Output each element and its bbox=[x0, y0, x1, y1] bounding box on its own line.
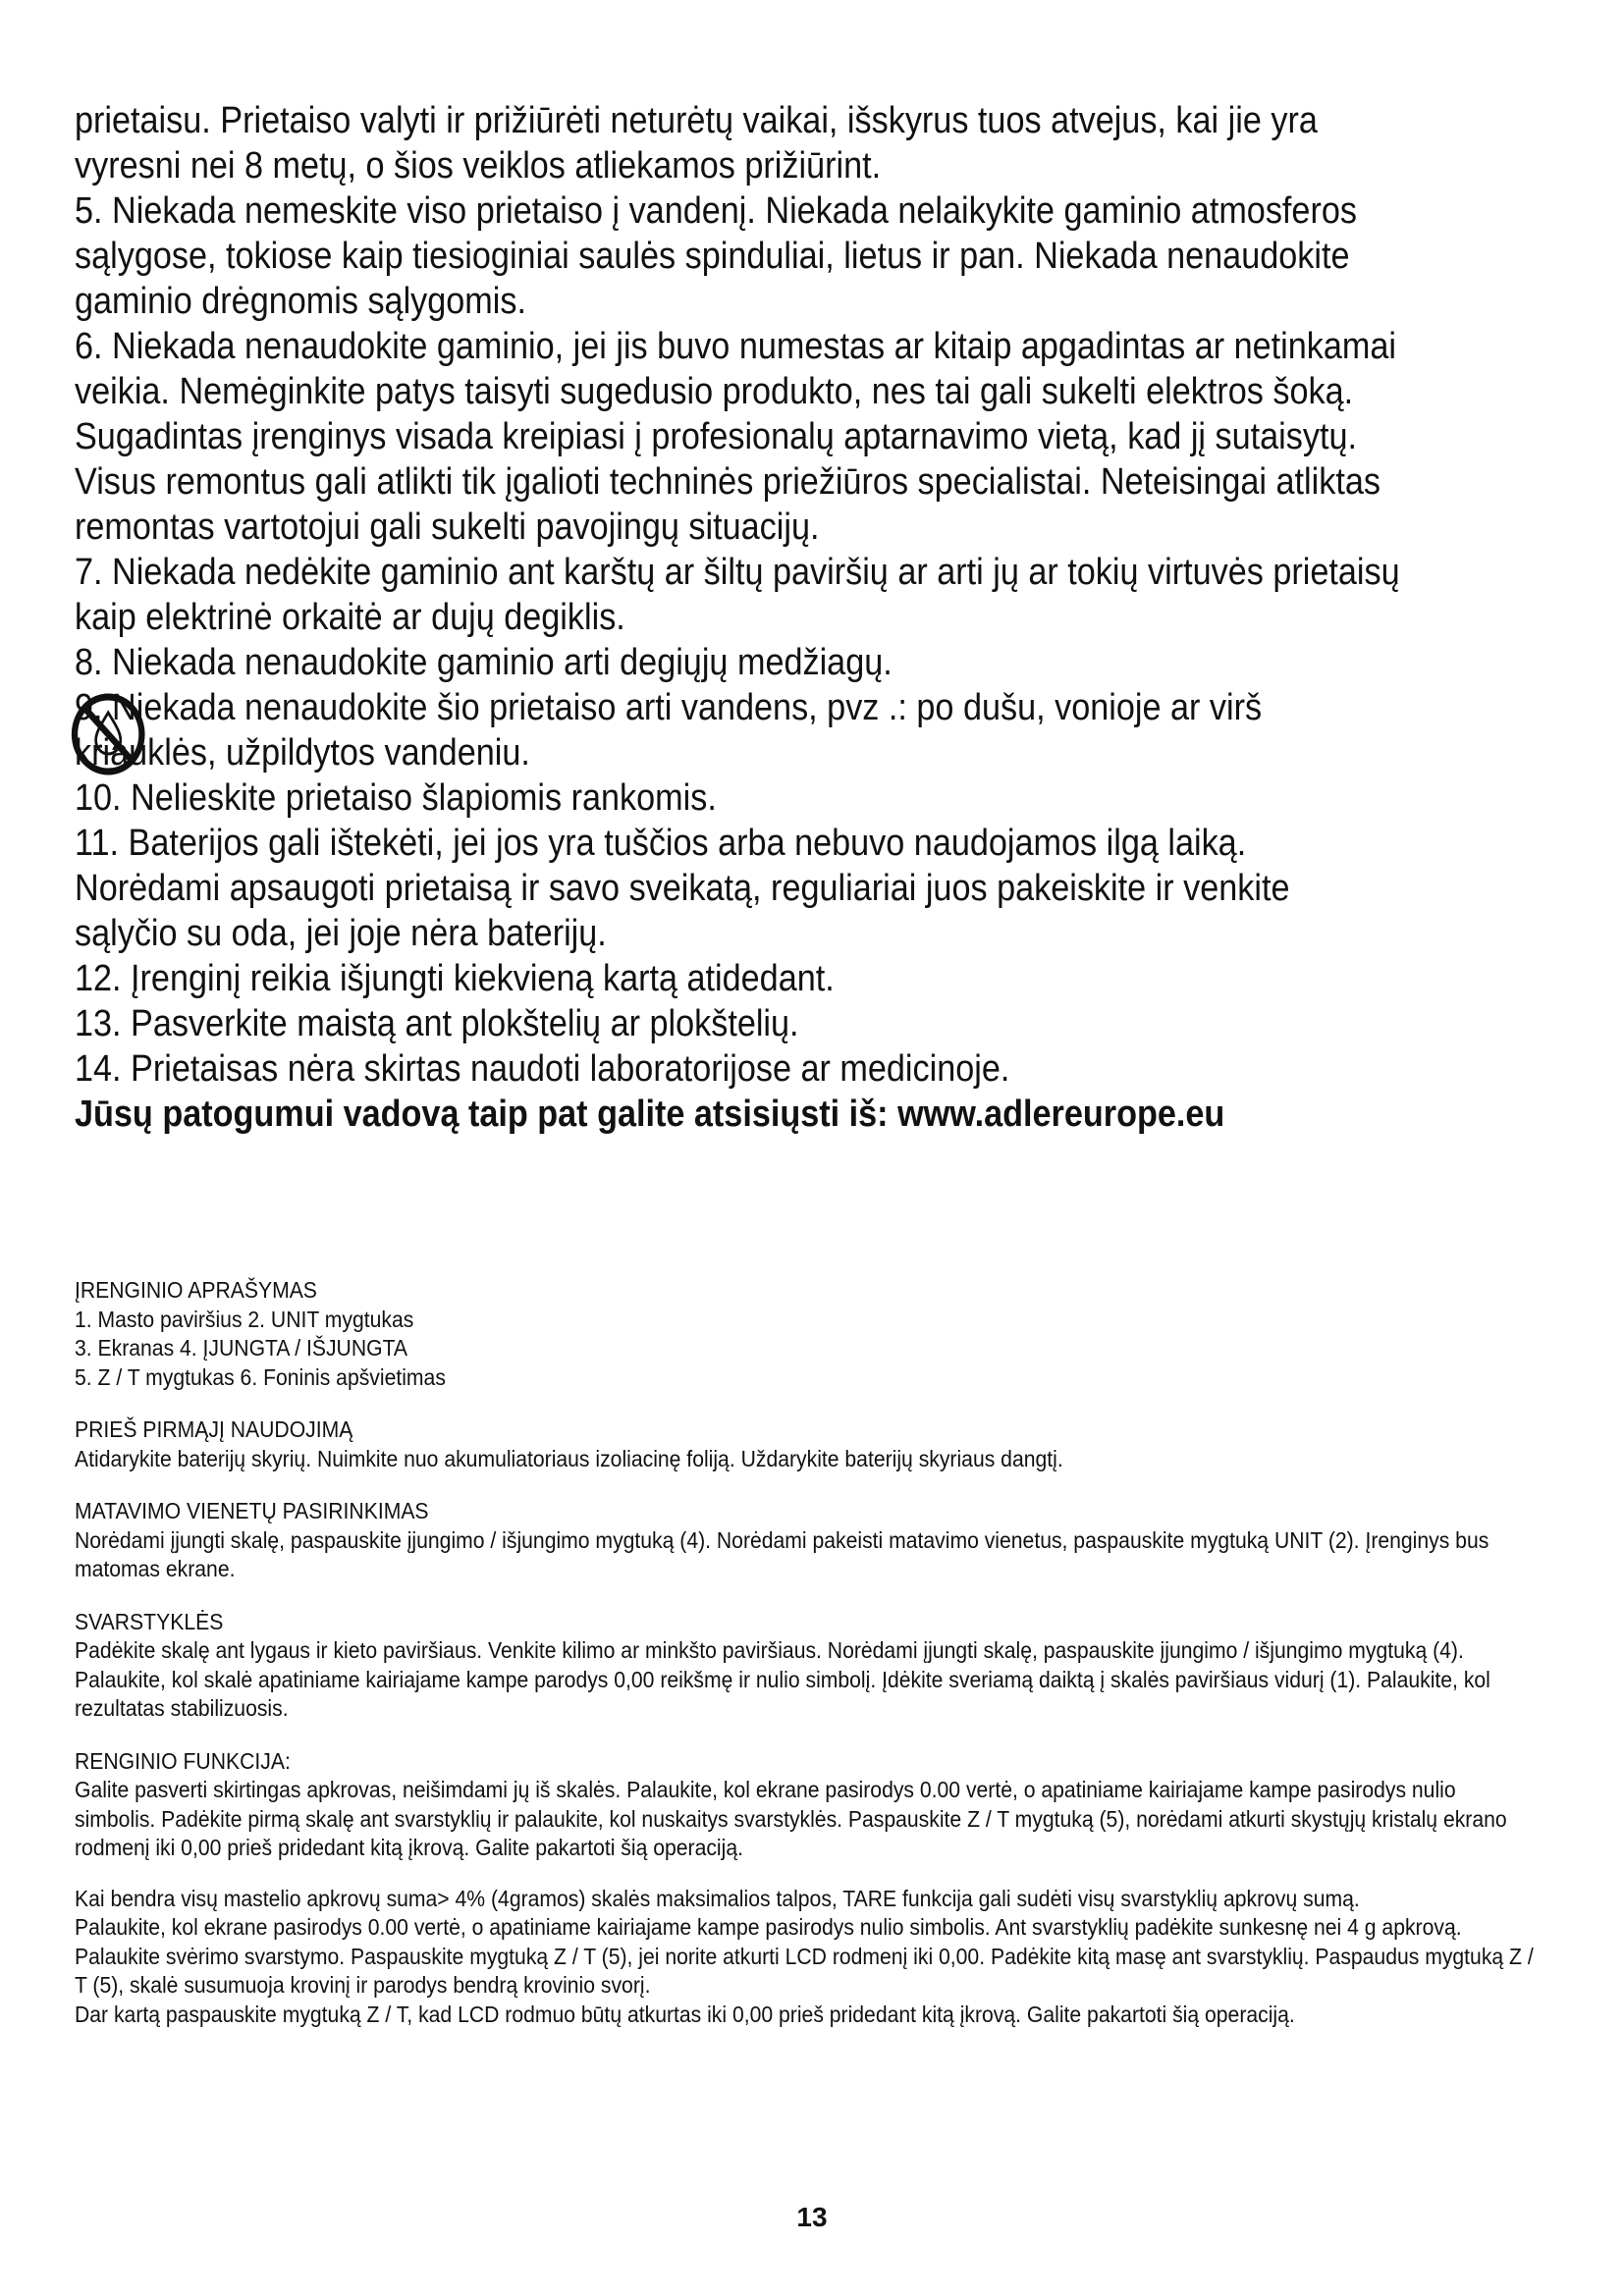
device-function-section bbox=[75, 1747, 1538, 2030]
unit-selection-section bbox=[75, 1497, 1538, 1584]
tare-paragraph: Dar kartą paspauskite mygtuką Z / T, kad LCD rodmuo būtų atkurtas iki 0,00 prieš pridedant kitą įkrovą. Galite pakartoti šią operaciją. bbox=[75, 2001, 1295, 2027]
section-title: SVARSTYKLĖS bbox=[75, 1608, 224, 1634]
section-title: PRIEŠ PIRMĄJĮ NAUDOJIMĄ bbox=[75, 1416, 353, 1442]
instruction-11: 11. Baterijos gali ištekėti, jei jos yra tuščios arba nebuvo naudojamos ilgą laiką. Norėdami apsaugoti prietaisą ir savo sveikatą, reguliariai juos pakeiskite ir venkite sąlyčio su oda, jei joje nėra baterijų. bbox=[75, 823, 1290, 954]
section-title: MATAVIMO VIENETŲ PASIRINKIMAS bbox=[75, 1498, 429, 1523]
section-title: ĮRENGINIO APRAŠYMAS bbox=[75, 1277, 317, 1303]
tare-paragraph: Kai bendra visų mastelio apkrovų suma> 4% (4gramos) skalės maksimalios talpos, TARE funkcija gali sudėti visų svarstyklių apkrovų sumą. bbox=[75, 1885, 1360, 1911]
section-text: Padėkite skalę ant lygaus ir kieto paviršiaus. Venkite kilimo ar minkšto paviršiaus. Norėdami įjungti skalę, paspauskite įjungimo / išjungimo mygtuką (4). Palaukite, kol skalė apatiniame kairiajame kampe parodys 0,00 reikšmę ir nulio simbolį. Įdėkite sveriamą daiktą į skalės paviršiaus vidurį (1). Palaukite, kol rezultatas stabilizuosis. bbox=[75, 1637, 1490, 1721]
section-text: Norėdami įjungti skalę, paspauskite įjungimo / išjungimo mygtuką (4). Norėdami pakeisti matavimo vienetus, paspauskite mygtuką UNIT (2). Įrenginys bus matomas ekrane. bbox=[75, 1526, 1489, 1581]
instruction-14: 14. Prietaisas nėra skirtas naudoti laboratorijose ar medicinoje. bbox=[75, 1048, 1010, 1090]
water-warning-block bbox=[75, 685, 1400, 821]
instruction-5: 5. Niekada nemeskite viso prietaiso į vandenį. Niekada nelaikykite gaminio atmosferos sąlygose, tokiose kaip tiesioginiai saulės spinduliai, lietus ir pan. Niekada nenaudokite gaminio drėgnomis sąlygomis. bbox=[75, 190, 1357, 322]
scales-section bbox=[75, 1608, 1538, 1724]
safety-instructions bbox=[75, 98, 1400, 1137]
no-water-warning-icon bbox=[70, 691, 147, 777]
download-note: Jūsų patogumui vadovą taip pat galite atsisiųsti iš: www.adlereurope.eu bbox=[75, 1094, 1225, 1135]
section-text: Galite pasverti skirtingas apkrovas, neišimdami jų iš skalės. Palaukite, kol ekrane pasirodys 0.00 vertė, o apatiniame kairiajame kampe pasirodys nulio simbolis. Padėkite pirmą skalę ant svarstyklių ir palaukite, kol nuskaitys svarstyklės. Paspauskite Z / T mygtuką (5), norėdami atkurti skystųjų kristalų ekrano rodmenį iki 0,00 prieš pridedant kitą įkrovą. Galite pakartoti šią operaciją. bbox=[75, 1777, 1507, 1860]
instruction-13: 13. Pasverkite maistą ant plokštelių ar plokštelių. bbox=[75, 1003, 799, 1044]
device-description-section bbox=[75, 1276, 1538, 1392]
before-first-use-section bbox=[75, 1415, 1538, 1473]
section-title: RENGINIO FUNKCIJA: bbox=[75, 1747, 291, 1774]
instruction-continued: prietaisu. Prietaiso valyti ir prižiūrėti neturėtų vaikai, išskyrus tuos atvejus, kai jie yra vyresni nei 8 metų, o šios veiklos atliekamos prižiūrint. bbox=[75, 100, 1318, 187]
instruction-6: 6. Niekada nenaudokite gaminio, jei jis buvo numestas ar kitaip apgadintas ar netinkamai veikia. Nemėginkite patys taisyti sugedusio produkto, nes tai gali sukelti elektros šoką. Sugadintas įrenginys visada kreipiasi į profesionalų aptarnavimo vietą, kad jį sutaisytų. Visus remontus gali atlikti tik įgalioti techninės priežiūros specialistai. Neteisingai atliktas remontas vartotojui gali sukelti pavojingų situacijų. bbox=[75, 326, 1396, 548]
instruction-7: 7. Niekada nedėkite gaminio ant karštų ar šiltų paviršių ar arti jų ar tokių virtuvės prietaisų kaip elektrinė orkaitė ar dujų degiklis. bbox=[75, 552, 1400, 638]
parts-line: 1. Masto paviršius 2. UNIT mygtukas bbox=[75, 1306, 414, 1332]
instruction-12: 12. Įrenginį reikia išjungti kiekvieną kartą atidedant. bbox=[75, 958, 835, 999]
parts-line: 5. Z / T mygtukas 6. Foninis apšvietimas bbox=[75, 1363, 446, 1390]
tare-paragraph: Palaukite, kol ekrane pasirodys 0.00 vertė, o apatiniame kairiajame kampe pasirodys nulio simbolis. Ant svarstyklių padėkite sunkesnę nei 4 g apkrovą. Palaukite svėrimo svarstymo. Paspauskite mygtuką Z / T (5), jei norite atkurti LCD rodmenį iki 0,00. Padėkite kitą masę ant svarstyklių. Paspaudus mygtuką Z / T (5), skalė susumuoja krovinį ir parodys bendrą krovinio svorį. bbox=[75, 1914, 1534, 1998]
instruction-8: 8. Niekada nenaudokite gaminio arti degiųjų medžiagų. bbox=[75, 642, 893, 683]
operation-sections bbox=[75, 1276, 1538, 2053]
section-text: Atidarykite baterijų skyrių. Nuimkite nuo akumuliatoriaus izoliacinę foliją. Uždarykite baterijų skyriaus dangtį. bbox=[75, 1445, 1063, 1471]
instruction-9: 9. Niekada nenaudokite šio prietaiso arti vandens, pvz .: po dušu, vonioje ar virš kriauklės, užpildytos vandeniu. bbox=[75, 687, 1263, 774]
parts-line: 3. Ekranas 4. ĮJUNGTA / IŠJUNGTA bbox=[75, 1335, 408, 1361]
instruction-10: 10. Nelieskite prietaiso šlapiomis rankomis. bbox=[75, 777, 717, 819]
page-number: 13 bbox=[796, 2202, 828, 2232]
